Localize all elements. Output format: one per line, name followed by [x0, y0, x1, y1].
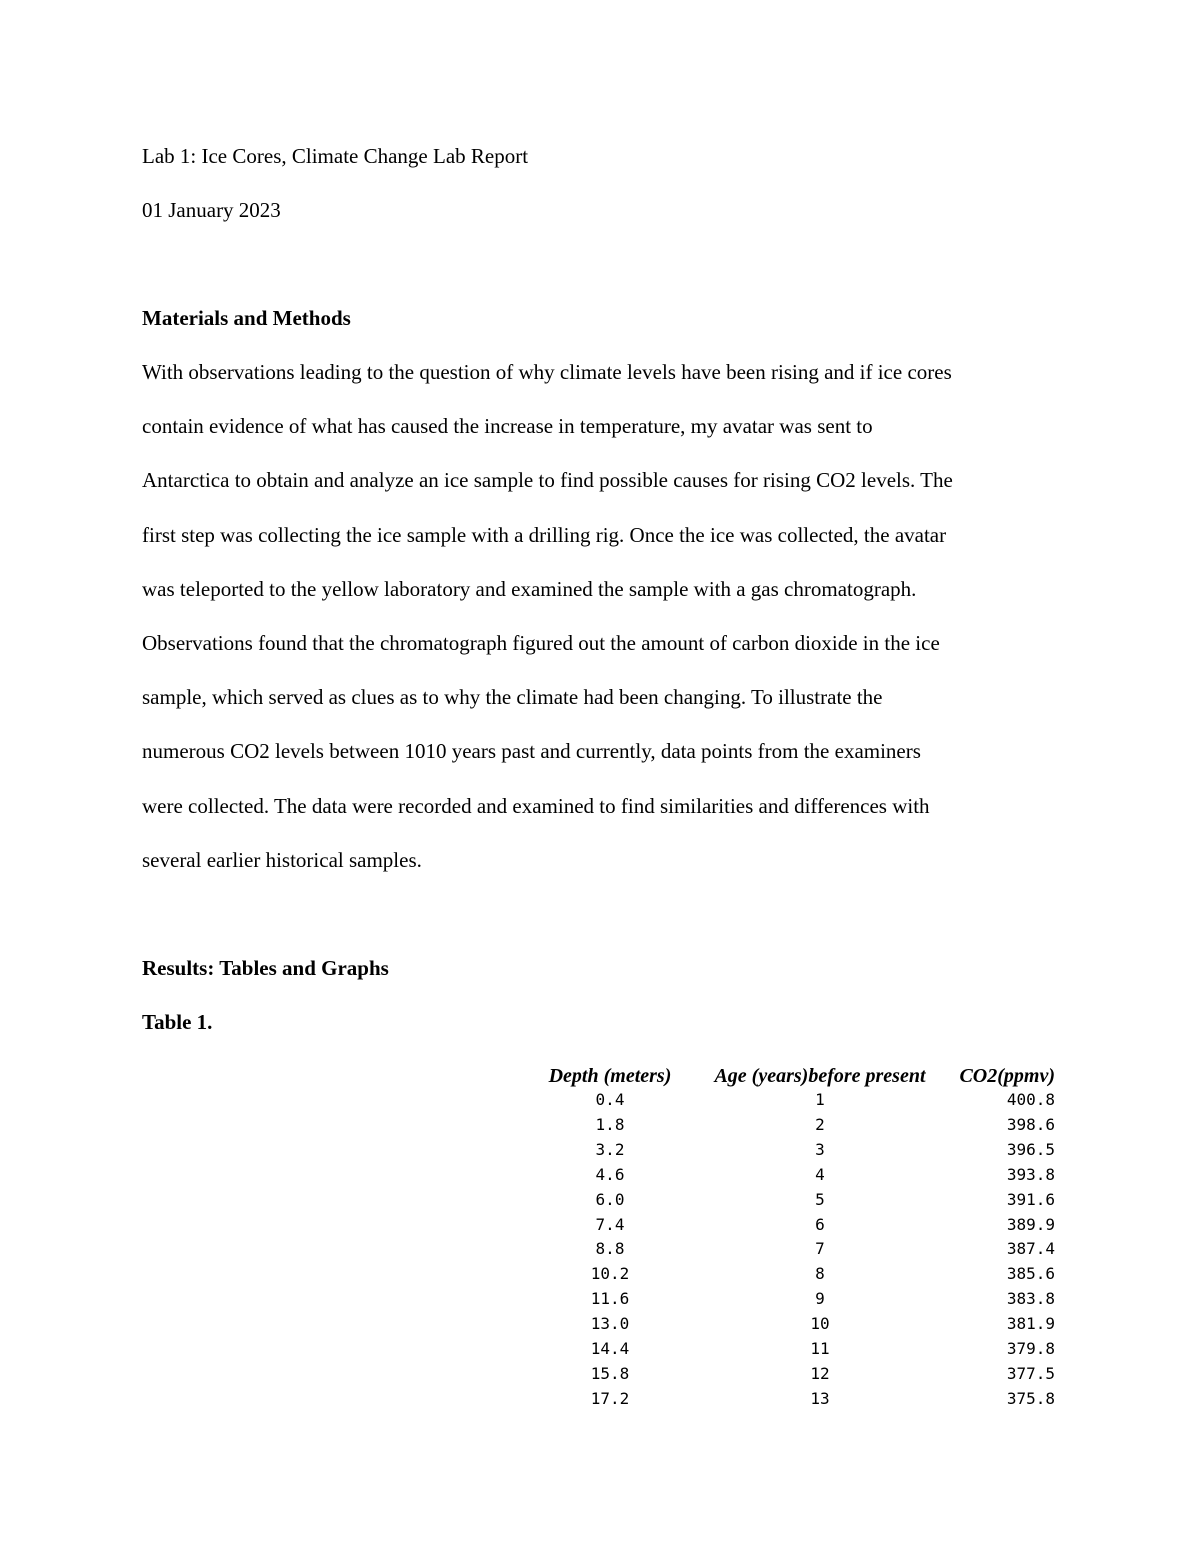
cell-depth: 13.0 — [590, 1314, 630, 1334]
cell-age: 5 — [815, 1189, 825, 1209]
table-row — [538, 1188, 1055, 1213]
cell-age: 13 — [810, 1388, 830, 1408]
table-row — [538, 1262, 1055, 1287]
cell-depth: 4.6 — [595, 1164, 625, 1184]
cell-co2: 385.6 — [1006, 1264, 1055, 1284]
document-title: Lab 1: Ice Cores, Climate Change Lab Report — [142, 144, 529, 168]
table-row — [538, 1287, 1055, 1312]
cell-age: 6 — [815, 1214, 825, 1234]
cell-age: 4 — [815, 1164, 825, 1184]
materials-methods-body — [142, 362, 1062, 904]
cell-age: 11 — [810, 1339, 830, 1359]
table-row — [538, 1113, 1055, 1138]
cell-depth: 3.2 — [595, 1139, 625, 1159]
cell-depth: 17.2 — [590, 1388, 630, 1408]
body-line: contain evidence of what has caused the increase in temperature, my avatar was sent to — [142, 414, 873, 439]
column-header-age: Age (years)before present — [714, 1065, 926, 1087]
cell-age: 3 — [815, 1139, 825, 1159]
body-line: several earlier historical samples. — [142, 847, 422, 872]
cell-depth: 7.4 — [595, 1214, 625, 1234]
table-row — [538, 1088, 1055, 1113]
results-heading: Results: Tables and Graphs — [142, 956, 389, 980]
body-line: With observations leading to the question of why climate levels have been rising and if ice cores — [142, 360, 952, 384]
cell-age: 2 — [815, 1114, 825, 1134]
cell-depth: 0.4 — [595, 1090, 625, 1109]
cell-depth: 10.2 — [590, 1264, 630, 1284]
table-row — [538, 1138, 1055, 1163]
cell-age: 12 — [810, 1363, 830, 1383]
table-row — [538, 1213, 1055, 1238]
cell-co2: 398.6 — [1006, 1114, 1055, 1134]
cell-age: 10 — [810, 1314, 830, 1334]
table-row — [538, 1362, 1055, 1387]
cell-age: 1 — [815, 1090, 825, 1109]
cell-co2: 379.8 — [1006, 1339, 1055, 1359]
cell-depth: 14.4 — [590, 1339, 630, 1359]
cell-co2: 375.8 — [1006, 1388, 1055, 1408]
body-line: Observations found that the chromatograph figured out the amount of carbon dioxide in the ice — [142, 630, 940, 655]
cell-co2: 396.5 — [1006, 1139, 1055, 1159]
body-line: was teleported to the yellow laboratory and examined the sample with a gas chromatograph. — [142, 576, 917, 601]
body-line: Antarctica to obtain and analyze an ice sample to find possible causes for rising CO2 levels. The — [142, 468, 953, 493]
body-line: first step was collecting the ice sample with a drilling rig. Once the ice was collected, the avatar — [142, 522, 947, 547]
cell-depth: 15.8 — [590, 1363, 630, 1383]
cell-co2: 387.4 — [1006, 1239, 1055, 1259]
body-line: sample, which served as clues as to why the climate had been changing. To illustrate the — [142, 685, 883, 710]
table-body — [538, 1088, 1055, 1412]
cell-co2: 377.5 — [1006, 1363, 1055, 1383]
body-line: were collected. The data were recorded and examined to find similarities and differences with — [142, 793, 930, 818]
cell-age: 8 — [815, 1264, 825, 1284]
cell-age: 9 — [815, 1289, 825, 1309]
cell-co2: 381.9 — [1006, 1314, 1055, 1334]
body-line: numerous CO2 levels between 1010 years past and currently, data points from the examiners — [142, 739, 921, 764]
cell-depth: 8.8 — [595, 1239, 625, 1259]
cell-depth: 1.8 — [595, 1114, 625, 1134]
column-header-co2: CO2(ppmv) — [959, 1065, 1055, 1087]
table-row — [538, 1387, 1055, 1412]
document-date: 01 January 2023 — [142, 198, 281, 222]
cell-co2: 400.8 — [1006, 1090, 1055, 1109]
materials-methods-heading: Materials and Methods — [142, 306, 351, 330]
cell-depth: 11.6 — [590, 1289, 630, 1309]
table-header-row — [538, 1064, 1055, 1088]
table-row — [538, 1163, 1055, 1188]
table-caption: Table 1. — [142, 1010, 213, 1034]
cell-co2: 393.8 — [1006, 1164, 1055, 1184]
cell-age: 7 — [815, 1239, 825, 1259]
table-row — [538, 1312, 1055, 1337]
cell-co2: 391.6 — [1006, 1189, 1055, 1209]
table-row — [538, 1337, 1055, 1362]
cell-co2: 389.9 — [1006, 1214, 1055, 1234]
co2-data-table — [538, 1064, 1055, 1412]
cell-co2: 383.8 — [1006, 1289, 1055, 1309]
cell-depth: 6.0 — [595, 1189, 625, 1209]
column-header-depth: Depth (meters) — [548, 1065, 672, 1087]
table-row — [538, 1237, 1055, 1262]
